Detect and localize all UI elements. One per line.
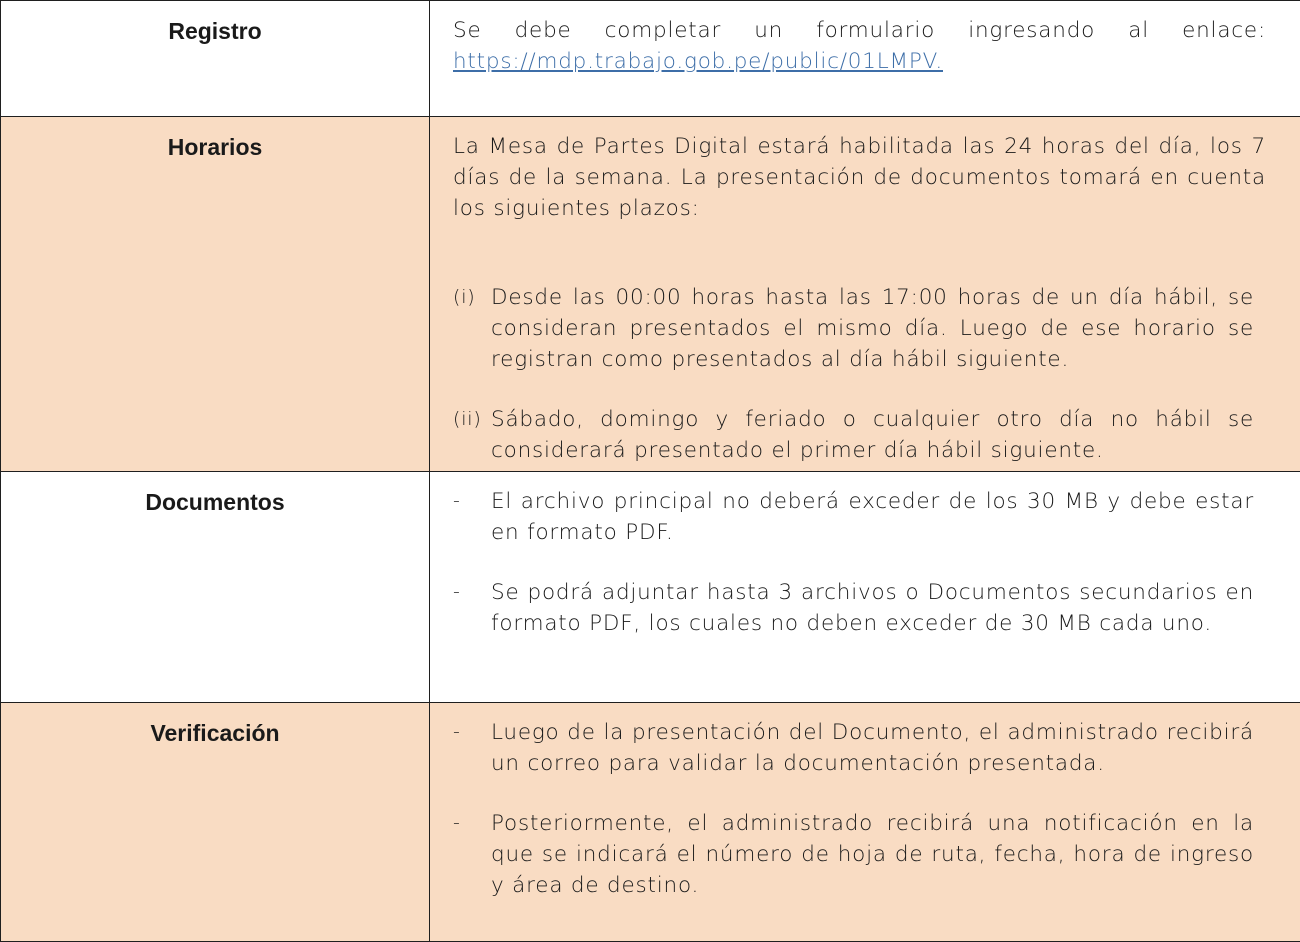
row-content <box>430 117 1300 472</box>
list-marker: (ii) <box>453 404 491 466</box>
list-item <box>453 717 1266 779</box>
list-marker: (i) <box>453 282 491 375</box>
registro-intro: Se debe completar un formulario ingresando al enlace: <box>453 15 1266 46</box>
row-content <box>430 1 1300 117</box>
row-label: Documentos <box>1 472 430 703</box>
list-item <box>453 808 1266 901</box>
list-item <box>453 486 1266 548</box>
list-item-text: El archivo principal no deberá exceder de los 30 MB y debe estar en formato PDF. <box>491 486 1254 548</box>
list-item <box>453 404 1266 466</box>
list-item <box>453 577 1266 639</box>
row-registro <box>1 1 1300 117</box>
list-marker: - <box>453 808 491 901</box>
list-item-text: Posteriormente, el administrado recibirá una notificación en la que se indicará el número de hoja de ruta, fecha, hora de ingreso y área de destino. <box>491 808 1254 901</box>
row-verificacion <box>1 703 1300 942</box>
list-item <box>453 282 1266 375</box>
list-marker: - <box>453 577 491 639</box>
list-item-text: Se podrá adjuntar hasta 3 archivos o Documentos secundarios en formato PDF, los cuales no deben exceder de 30 MB cada uno. <box>491 577 1254 639</box>
row-horarios <box>1 117 1300 472</box>
row-content <box>430 472 1300 703</box>
list-marker: - <box>453 717 491 779</box>
list-item-text: Sábado, domingo y feriado o cualquier otro día no hábil se considerará presentado el primer día hábil siguiente. <box>491 404 1254 466</box>
horarios-intro: La Mesa de Partes Digital estará habilitada las 24 horas del día, los 7 días de la semana. La presentación de documentos tomará en cuenta los siguientes plazos: <box>453 131 1266 224</box>
list-item-text: Luego de la presentación del Documento, el administrado recibirá un correo para validar la documentación presentada. <box>491 717 1254 779</box>
row-label: Horarios <box>1 117 430 472</box>
list-marker: - <box>453 486 491 548</box>
row-label: Registro <box>1 1 430 117</box>
row-label: Verificación <box>1 703 430 942</box>
form-link[interactable]: https://mdp.trabajo.gob.pe/public/01LMPV. <box>453 49 943 74</box>
row-documentos <box>1 472 1300 703</box>
row-content <box>430 703 1300 942</box>
list-item-text: Desde las 00:00 horas hasta las 17:00 horas de un día hábil, se consideran presentados el mismo día. Luego de ese horario se registran como presentados al día hábil siguiente. <box>491 282 1254 375</box>
